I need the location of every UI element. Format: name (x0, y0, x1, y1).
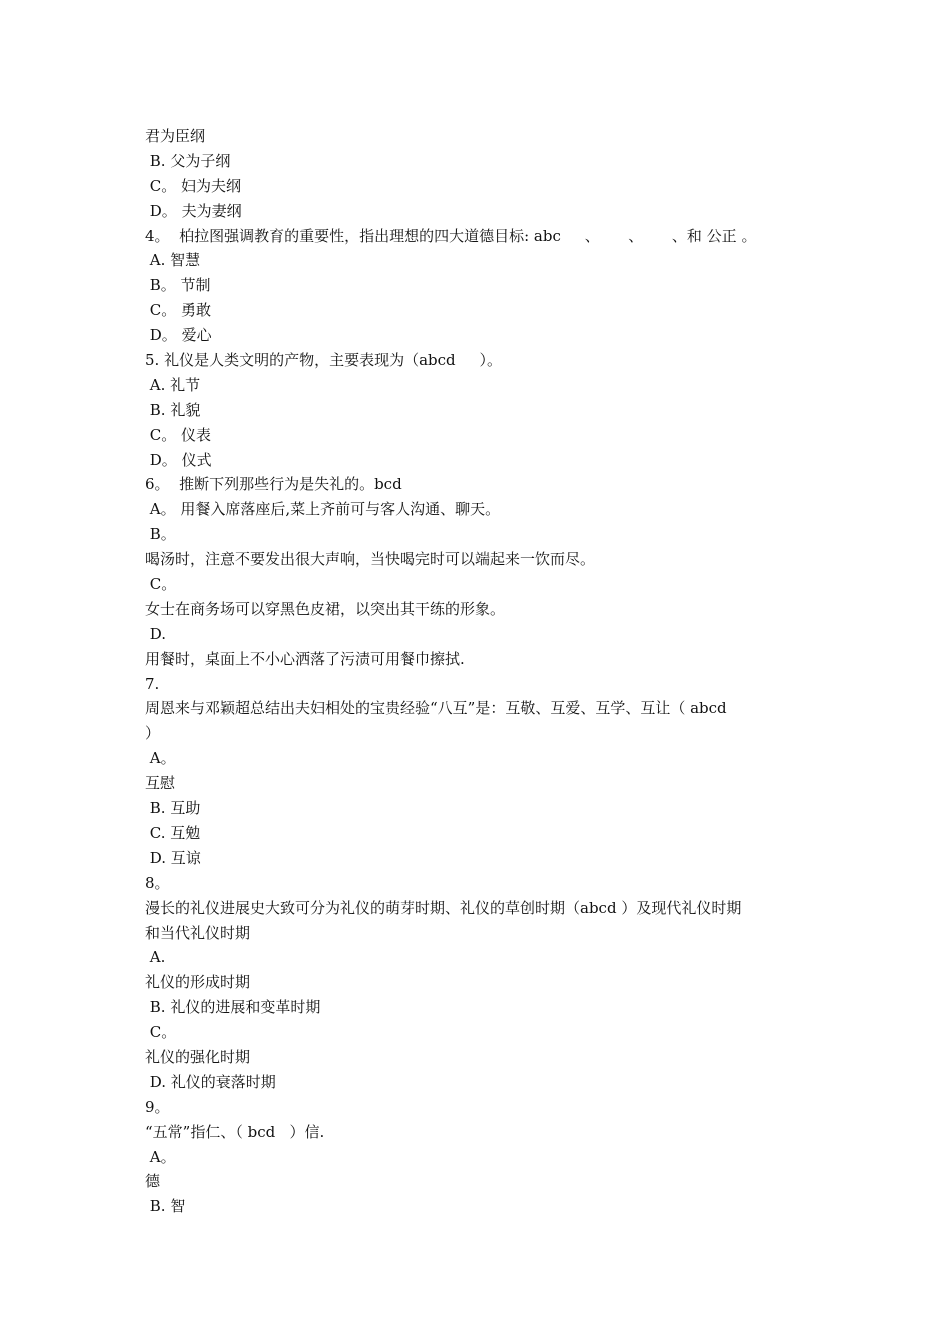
question-5: 5. 礼仪是人类文明的产物，主要表现为（abcd ）。 (145, 351, 502, 370)
text-line: 君为臣纲 (145, 127, 206, 145)
option-d: D。 夫为妻纲 (145, 201, 242, 220)
document-page (145, 124, 815, 1219)
option-a-label: A。 (145, 1147, 176, 1166)
question-7-text-cont: ） (145, 724, 161, 743)
option-b: B. 礼仪的进展和变革时期 (145, 998, 321, 1017)
question-8-number: 8。 (145, 873, 170, 892)
question-4: 4。 柏拉图强调教育的重要性，指出理想的四大道德目标: abc 、 、 、和 公正 。 (145, 226, 757, 245)
option-b: B. 互助 (145, 799, 201, 818)
option-c-label: C。 (145, 575, 177, 594)
option-a-text: 德 (145, 1172, 161, 1191)
option-c: C。 妇为夫纲 (145, 176, 242, 195)
option-d-text: 用餐时，桌面上不小心洒落了污渍可用餐巾擦拭. (145, 649, 465, 668)
option-c: C。 勇敢 (145, 301, 212, 320)
option-b-text: 喝汤时，注意不要发出很大声响，当快喝完时可以端起来一饮而尽。 (145, 550, 596, 569)
option-b: B. 父为子纲 (145, 151, 231, 170)
option-b: B. 智 (145, 1197, 186, 1216)
option-a-label: A. (145, 948, 166, 967)
option-c: C。 仪表 (145, 425, 212, 444)
option-a: A。 用餐入席落座后,菜上齐前可与客人沟通、聊天。 (145, 500, 501, 519)
option-b-label: B。 (145, 525, 176, 544)
option-d: D. 礼仪的衰落时期 (145, 1072, 276, 1091)
question-7-text: 周恩来与邓颖超总结出夫妇相处的宝贵经验“八互”是：互敬、互爱、互学、互让（ abcd (145, 699, 727, 718)
question-8-text: 漫长的礼仪进展史大致可分为礼仪的萌芽时期、礼仪的草创时期（abcd ）及现代礼仪时期 (145, 898, 742, 917)
option-a: A. 智慧 (145, 251, 201, 270)
option-a: A. 礼节 (145, 375, 201, 394)
option-c-text: 女士在商务场可以穿黑色皮裙，以突出其干练的形象。 (145, 599, 506, 618)
option-c-text: 礼仪的强化时期 (145, 1047, 251, 1066)
option-c: C. 互勉 (145, 823, 201, 842)
option-d: D。 爱心 (145, 326, 212, 345)
question-6: 6。 推断下列那些行为是失礼的。bcd (145, 475, 402, 494)
question-9-text: “五常”指仁、（ bcd ）信. (145, 1122, 325, 1141)
option-c-label: C。 (145, 1023, 177, 1042)
option-a-text: 互慰 (145, 774, 176, 793)
option-b: B。 节制 (145, 276, 211, 295)
question-9-number: 9。 (145, 1097, 170, 1116)
option-a-text: 礼仪的形成时期 (145, 973, 251, 992)
option-a-label: A。 (145, 749, 176, 768)
option-d: D。 仪式 (145, 450, 212, 469)
question-8-text-cont: 和当代礼仪时期 (145, 923, 251, 942)
option-d: D. 互谅 (145, 848, 201, 867)
option-d-label: D. (145, 624, 167, 643)
question-7-number: 7. (145, 674, 160, 693)
option-b: B. 礼貌 (145, 400, 201, 419)
